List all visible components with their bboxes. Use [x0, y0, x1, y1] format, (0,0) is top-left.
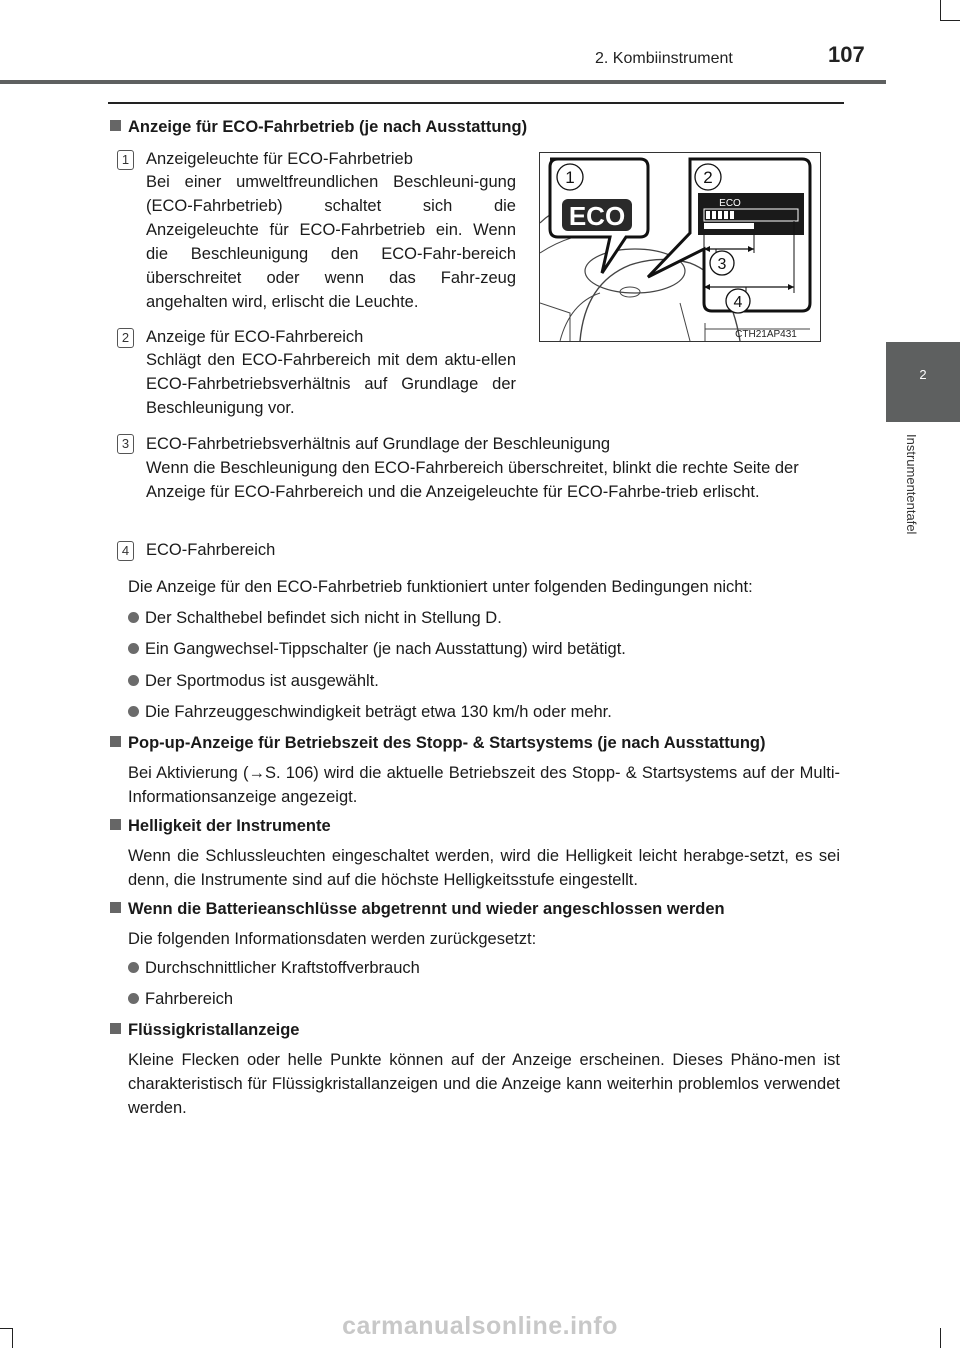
list-item: Durchschnittlicher Kraftstoffverbrauch	[128, 957, 420, 979]
list-item: Die Fahrzeuggeschwindigkeit beträgt etwa 130 km/h oder mehr.	[128, 701, 612, 723]
eco-bar-text: ECO	[719, 198, 741, 209]
crop-mark	[940, 20, 960, 21]
item-number: 4	[117, 541, 134, 561]
section-body: Kleine Flecken oder helle Punkte können auf der Anzeige erscheinen. Dieses Phäno-men ist charakteristisch für Flüssigkristallanzeigen und die Anzeige kann weiterhin problemlos verwendet werden.	[128, 1051, 840, 1117]
callout-label: 1	[565, 168, 575, 187]
chapter-tab-number: 2	[919, 367, 927, 382]
section-body: Die folgenden Informationsdaten werden zurückgesetzt:	[128, 930, 537, 948]
item-number: 3	[117, 434, 134, 454]
item-title: ECO-Fahrbereich	[146, 541, 276, 559]
page-number: 107	[828, 42, 865, 67]
list-item: Fahrbereich	[128, 988, 233, 1010]
list-item: Der Sportmodus ist ausgewählt.	[128, 670, 379, 692]
header-rule	[0, 80, 886, 84]
callout-label: 3	[717, 256, 727, 273]
item-description: Bei einer umweltfreundlichen Beschleuni-gung (ECO-Fahrbetrieb) schaltet sich die Anzeigeleuchte für ECO-Fahrbetrieb ein. Wenn die Beschleunigung den ECO-Fahr-bereich überschreitet oder wenn das Fahr-zeug angehalten wird, erlischt die Leuchte.	[146, 173, 516, 311]
bullet-icon	[128, 675, 139, 686]
dashboard-illustration	[540, 153, 820, 341]
callout-label: 4	[733, 294, 743, 311]
square-bullet-icon	[110, 120, 121, 131]
item-number: 2	[117, 328, 134, 348]
item-title: ECO-Fahrbetriebsverhältnis auf Grundlage der Beschleunigung	[146, 435, 611, 453]
item-title: Anzeigeleuchte für ECO-Fahrbetrieb	[146, 150, 413, 168]
section-heading-brightness: Helligkeit der Instrumente	[110, 815, 331, 837]
section-body: Bei Aktivierung (→S. 106) wird die aktuelle Betriebszeit des Stopp- & Startsystems auf der Multi-Informationsanzeige angezeigt.	[128, 764, 840, 806]
condition-intro: Die Anzeige für den ECO-Fahrbetrieb funktioniert unter folgenden Bedingungen nicht:	[128, 578, 753, 596]
section-heading-battery: Wenn die Batterieanschlüsse abgetrennt und wieder angeschlossen werden	[110, 898, 725, 920]
square-bullet-icon	[110, 736, 121, 747]
item-description: Wenn die Beschleunigung den ECO-Fahrbereich überschreitet, blinkt die rechte Seite der Anzeige für ECO-Fahrbereich und die Anzeigeleuchte für ECO-Fahrbe-trieb erlischt.	[146, 459, 799, 501]
square-bullet-icon	[110, 819, 121, 830]
bullet-icon	[128, 706, 139, 717]
item-description: Schlägt den ECO-Fahrbereich mit dem aktu-ellen ECO-Fahrbetriebsverhältnis auf Grundlage der Beschleunigung vor.	[146, 351, 516, 417]
section-heading-eco	[110, 116, 527, 138]
crop-mark	[940, 0, 941, 20]
heading-text: Anzeige für ECO-Fahrbetrieb (je nach Ausstattung)	[128, 118, 528, 136]
bullet-icon	[128, 962, 139, 973]
item-number: 1	[117, 150, 134, 170]
figure-code: CTH21AP431	[735, 329, 797, 340]
square-bullet-icon	[110, 1023, 121, 1034]
section-body: Wenn die Schlussleuchten eingeschaltet werden, wird die Helligkeit leicht herabge-setzt, es sei denn, die Instrumente sind auf die höchste Helligkeitsstufe eingestellt.	[128, 847, 840, 889]
list-item: Ein Gangwechsel-Tippschalter (je nach Ausstattung) wird betätigt.	[128, 638, 626, 660]
chapter-tab-label: Instrumententafel	[904, 434, 919, 535]
chapter-tab	[886, 342, 960, 422]
section-heading-lcd: Flüssigkristallanzeige	[110, 1019, 299, 1041]
callout-label: 2	[703, 168, 713, 187]
watermark: carmanualsonline.info	[342, 1312, 618, 1340]
bullet-icon	[128, 993, 139, 1004]
bullet-icon	[128, 612, 139, 623]
eco-lamp-text: ECO	[568, 201, 626, 231]
section-rule	[108, 102, 844, 104]
chapter-title: 2. Kombiinstrument	[595, 50, 733, 67]
eco-indicator-figure	[539, 152, 821, 342]
bullet-icon	[128, 643, 139, 654]
item-title: Anzeige für ECO-Fahrbereich	[146, 328, 364, 346]
list-item: Der Schalthebel befindet sich nicht in Stellung D.	[128, 607, 502, 629]
square-bullet-icon	[110, 902, 121, 913]
section-heading-stop-start: Pop-up-Anzeige für Betriebszeit des Stopp- & Startsystems (je nach Ausstattung)	[110, 732, 765, 754]
